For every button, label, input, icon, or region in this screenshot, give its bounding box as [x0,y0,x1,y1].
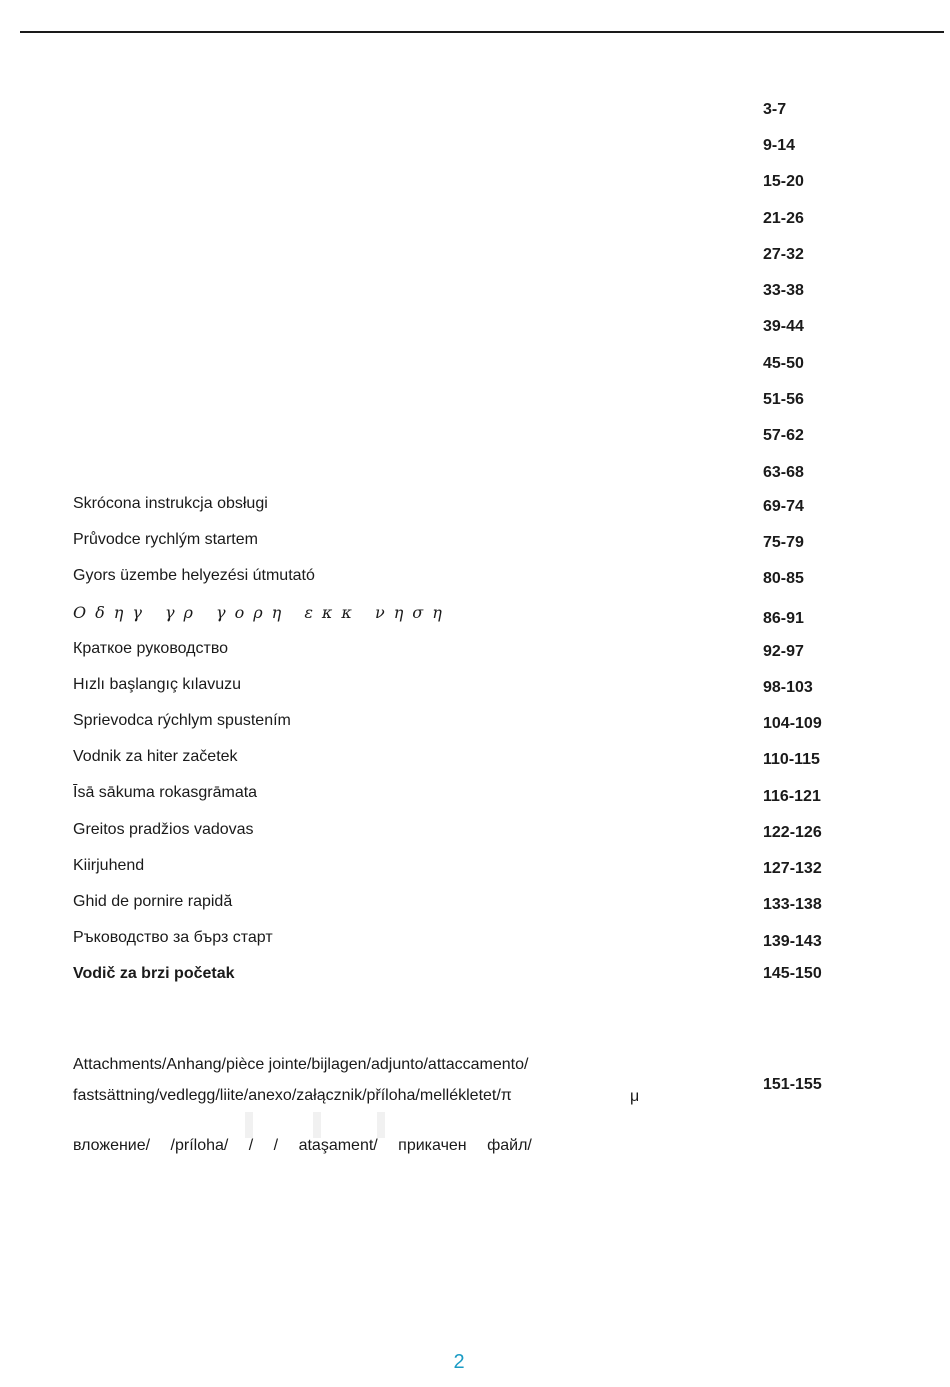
toc-entry-pages: 86-91 [763,610,804,627]
toc-entry [0,279,950,303]
toc-entry [0,964,950,988]
toc-entry-pages: 9-14 [763,137,796,154]
toc-entry-pages: 110-115 [763,751,820,768]
toc-entry-pages: 27-32 [763,246,804,263]
toc-entry-pages: 69-74 [763,498,804,515]
blank-glyph-block [245,1112,253,1138]
toc-entry-pages: 98-103 [763,679,813,696]
toc-entry [0,892,950,916]
toc-entry-pages: 127-132 [763,860,822,877]
toc-entry-pages: 63-68 [763,464,804,481]
toc-entry [0,566,950,590]
toc-entry-pages: 80-85 [763,570,804,587]
toc-entry-title: Kiirjuhend [73,857,145,874]
toc-entry-title: Skrócona instrukcja obsługi [73,495,268,512]
toc-entry [0,783,950,807]
toc-entry-title: Ръководство за бърз старт [73,929,273,946]
toc-entry-pages: 116-121 [763,788,821,805]
toc-entry-title: Οδηγ γρ γορη εκκ νηση [73,603,451,622]
top-rule [20,31,944,33]
attachments-line-3: вложение/ /príloha/ / / ataşament/ прикачен файл/ [73,1137,532,1154]
attachments-line-1: Attachments/Anhang/pièce jointe/bijlagen/adjunto/attaccamento/ [73,1056,529,1073]
toc-entry [0,170,950,194]
toc-entry [0,461,950,485]
toc-entry [0,711,950,735]
toc-entry [0,315,950,339]
toc-entry [0,675,950,699]
toc-entry [0,352,950,376]
toc-entry-pages: 3-7 [763,101,787,118]
toc-entry-title: Vodnik za hiter začetek [73,748,238,765]
toc-entry [0,388,950,412]
toc-entry-pages: 15-20 [763,173,804,190]
toc-entry-pages: 33-38 [763,282,804,299]
toc-entry-title: Ghid de pornire rapidă [73,893,233,910]
blank-glyph-block [313,1112,321,1138]
toc-entry-pages: 21-26 [763,210,804,227]
toc-entry-title: Краткое руководство [73,640,229,657]
attachments-pages: 151-155 [763,1076,822,1093]
toc-entry-title: Greitos pradžios vadovas [73,821,254,838]
toc-entry-title: Sprievodca rýchlym spustením [73,712,291,729]
toc-entry [0,207,950,231]
blank-glyph-block [377,1112,385,1138]
toc-entry-pages: 122-126 [763,824,822,841]
toc-entry-title: Gyors üzembe helyezési útmutató [73,567,315,584]
toc-entry [0,494,950,518]
attachments-line-2: fastsättning/vedlegg/liite/anexo/załącznik/příloha/mellékletet/π [73,1087,512,1104]
toc-entry [0,747,950,771]
toc-entry [0,530,950,554]
toc-entry-pages: 51-56 [763,391,804,408]
toc-entry-title: Īsā sākuma rokasgrāmata [73,784,258,801]
attachments-line-2-tail: μ [630,1088,640,1105]
toc-entry [0,134,950,158]
toc-entry [0,424,950,448]
page-number: 2 [453,1351,465,1373]
toc-entry [0,820,950,844]
toc-entry-pages: 39-44 [763,318,804,335]
toc-entry-pages: 104-109 [763,715,822,732]
toc-entry-pages: 133-138 [763,896,822,913]
toc-entry [0,639,950,663]
toc-entry [0,243,950,267]
toc-entry-pages: 45-50 [763,355,804,372]
toc-entry-pages: 92-97 [763,643,804,660]
toc-entry [0,98,950,122]
toc-entry [0,928,950,952]
toc-entry-pages: 75-79 [763,534,804,551]
toc-entry [0,856,950,880]
toc-entry-title: Průvodce rychlým startem [73,531,258,548]
toc-entry-pages: 139-143 [763,933,822,950]
toc-entry-pages: 145-150 [763,965,822,982]
toc-entry-pages: 57-62 [763,427,804,444]
toc-entry [0,603,950,627]
toc-entry-title: Hızlı başlangıç kılavuzu [73,676,242,693]
toc-entry-title: Vodič za brzi početak [73,965,235,982]
